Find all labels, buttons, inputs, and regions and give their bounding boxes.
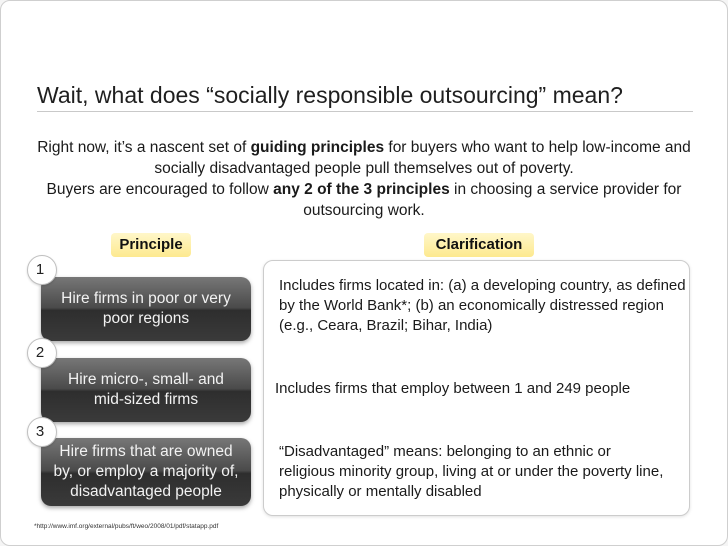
intro-1-post: for buyers who want to help low-income and socially disadvantaged people pull themselves out of poverty. xyxy=(154,139,691,177)
intro-1-bold: guiding principles xyxy=(250,139,385,156)
intro-paragraph-1 xyxy=(11,137,717,179)
principle-box-1: Hire firms in poor or very poor regions xyxy=(41,277,251,341)
slide-title: Wait, what does “socially responsible outsourcing” mean? xyxy=(37,82,623,108)
principle-box-3: Hire firms that are owned by, or employ a majority of, disadvantaged people xyxy=(41,438,251,506)
principle-number-3: 3 xyxy=(27,417,57,447)
clarification-text-3: “Disadvantaged” means: belonging to an ethnic or religious minority group, living at or under the poverty line, physically or mentally disabled xyxy=(279,443,664,500)
principle-box-2: Hire micro-, small- and mid-sized firms xyxy=(41,358,251,422)
principle-number-1: 1 xyxy=(27,255,57,285)
clarification-text-1: Includes firms located in: (a) a developing country, as defined by the World Bank*; (b) an economically distressed region (e.g., Ceara, Brazil; Bihar, India) xyxy=(279,277,686,334)
intro-2-pre: Buyers are encouraged to follow xyxy=(46,181,274,198)
principle-column-header: Principle xyxy=(111,233,191,257)
intro-2-post: in choosing a service provider for outsourcing work. xyxy=(303,181,682,219)
clarification-text-2: Includes firms that employ between 1 and 249 people xyxy=(275,380,631,397)
principle-number-2: 2 xyxy=(27,338,57,368)
clarification-column-header: Clarification xyxy=(424,233,534,257)
intro-text xyxy=(11,137,717,221)
footnote-source: *http://www.imf.org/external/pubs/ft/weo/2008/01/pdf/statapp.pdf xyxy=(34,523,219,530)
intro-1-pre: Right now, it’s a nascent set of xyxy=(37,139,251,156)
intro-paragraph-2 xyxy=(11,179,717,221)
title-divider xyxy=(37,111,693,112)
intro-2-bold: any 2 of the 3 principles xyxy=(273,181,450,198)
